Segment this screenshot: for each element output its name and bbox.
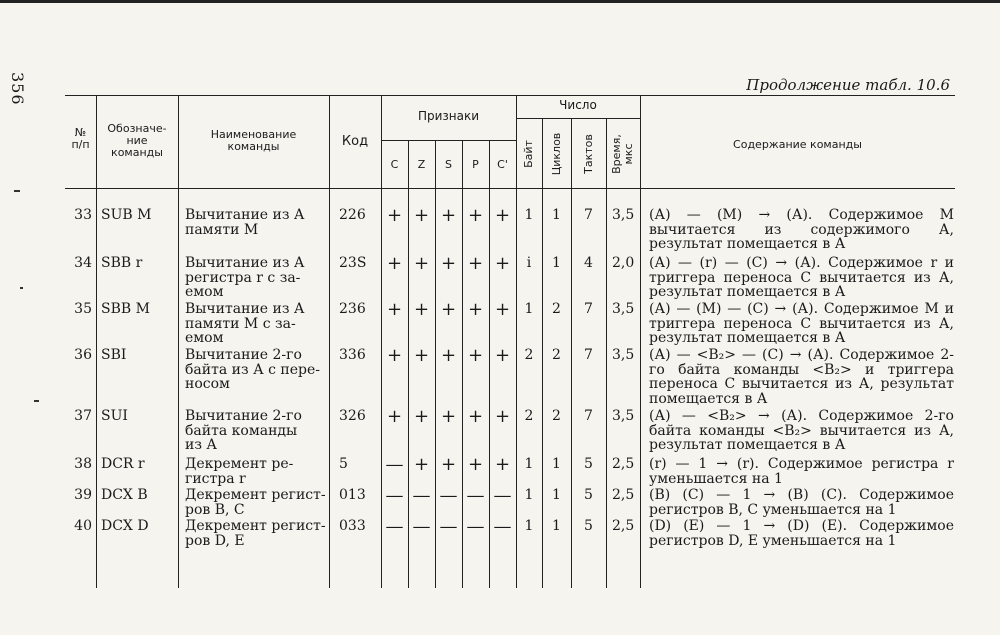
row-flag-1: — [385, 454, 404, 475]
header-flag-4: P [472, 158, 479, 171]
row-flag-3: + [440, 454, 457, 475]
row-flag-2: + [413, 205, 430, 226]
row-flag-3: — [439, 516, 458, 537]
row-count-1: i [526, 255, 532, 271]
row-flag-5: + [494, 253, 511, 274]
row-count-1: 1 [524, 487, 534, 503]
row-count-2: 1 [552, 487, 561, 503]
row-number: 34 [74, 255, 92, 271]
row-flag-2: + [413, 406, 430, 427]
row-description: (А) — <B₂> — (С) → (А). Содержимое 2-го байта команды <B₂> и триггера переноса С вычитается из А, результат помещается в А [649, 347, 954, 407]
row-description: (А) — (М) → (А). Содержимое М вычитается из содержимого А, результат помещается в А [649, 207, 954, 252]
row-flag-1: — [385, 485, 404, 506]
row-count-3: 5 [584, 487, 593, 503]
row-count-3: 4 [584, 255, 593, 271]
row-flag-2: + [413, 345, 430, 366]
row-number: 33 [74, 207, 92, 223]
running-head: Продолжение табл. 10.6 [746, 76, 950, 94]
row-flag-3: — [439, 485, 458, 506]
row-flag-3: + [440, 205, 457, 226]
row-count-3: 7 [584, 207, 593, 223]
row-flag-5: + [494, 406, 511, 427]
row-time: 2,5 [612, 456, 635, 472]
row-count-2: 2 [552, 301, 561, 317]
row-name: Декремент регист- ров В, С [185, 487, 326, 518]
row-description: (r) — 1 → (r). Содержимое регистра r уменьшается на 1 [649, 456, 954, 487]
row-name: Вычитание из А памяти М с за- емом [185, 301, 305, 346]
row-flag-4: — [466, 516, 485, 537]
header-count-2: Циклов [549, 132, 563, 176]
header-number: № п/п [71, 126, 90, 151]
row-time: 2,5 [612, 487, 635, 503]
row-count-1: 1 [524, 301, 534, 317]
row-flag-5: — [493, 516, 512, 537]
row-mnemonic: SBB M [101, 301, 150, 317]
row-count-2: 2 [552, 347, 561, 363]
row-flag-2: — [412, 485, 431, 506]
row-description: (А) — (М) — (С) → (А). Содержимое М и триггера переноса С вычитается из А, результат помещается в А [649, 301, 954, 346]
scan-mark [14, 190, 20, 192]
row-name: Вычитание 2-го байта команды из А [185, 408, 302, 453]
row-number: 35 [74, 301, 92, 317]
row-name: Декремент регист- ров D, E [185, 518, 326, 549]
row-flag-2: + [413, 299, 430, 320]
row-time: 3,5 [612, 408, 635, 424]
row-flag-2: + [413, 253, 430, 274]
header-count-1: Байт [522, 140, 535, 168]
row-number: 37 [74, 408, 92, 424]
header-flag-2: Z [417, 158, 426, 171]
row-flag-5: + [494, 454, 511, 475]
row-count-1: 1 [524, 518, 534, 534]
row-count-2: 1 [552, 207, 561, 223]
row-flag-3: + [440, 345, 457, 366]
row-number: 39 [74, 487, 92, 503]
row-flag-2: + [413, 454, 430, 475]
header-name: Наименование команды [210, 128, 297, 153]
row-flag-4: + [467, 345, 484, 366]
row-name: Декремент ре- гистра r [185, 456, 294, 487]
row-count-3: 5 [584, 518, 593, 534]
row-name: Вычитание из А регистра r с за- емом [185, 255, 305, 300]
row-code: 5 [339, 456, 348, 472]
row-count-1: 2 [524, 408, 534, 424]
row-code: 336 [339, 347, 366, 363]
header-flag-1: C [390, 158, 399, 171]
row-mnemonic: SBB r [101, 255, 143, 271]
row-flag-4: + [467, 253, 484, 274]
row-code: 013 [339, 487, 366, 503]
header-count-3: Тактов [581, 134, 595, 174]
row-mnemonic: DCX D [101, 518, 149, 534]
row-flag-2: — [412, 516, 431, 537]
row-description: (А) — <B₂> → (А). Содержимое 2-го байта команды <B₂> вычитается из А, результат помещается в А [649, 408, 954, 453]
row-flag-4: — [466, 485, 485, 506]
row-flag-3: + [440, 406, 457, 427]
row-flag-1: + [386, 299, 403, 320]
header-flag-3: S [445, 158, 452, 171]
column-rule [516, 95, 517, 588]
top-edge-rule [0, 0, 1000, 3]
row-count-1: 1 [524, 456, 534, 472]
row-number: 38 [74, 456, 92, 472]
row-number: 40 [74, 518, 92, 534]
row-code: 326 [339, 408, 366, 424]
row-flag-5: + [494, 299, 511, 320]
row-count-1: 1 [524, 207, 534, 223]
row-flag-1: + [386, 345, 403, 366]
scan-mark [20, 287, 23, 289]
row-flag-1: — [385, 516, 404, 537]
row-count-1: 2 [524, 347, 534, 363]
row-mnemonic: SUB M [101, 207, 152, 223]
row-flag-4: + [467, 299, 484, 320]
column-rule [606, 118, 607, 588]
row-time: 2,0 [612, 255, 635, 271]
row-count-3: 7 [584, 301, 593, 317]
row-rule [65, 95, 955, 96]
row-count-2: 1 [552, 518, 561, 534]
row-flag-1: + [386, 253, 403, 274]
column-rule [178, 95, 179, 588]
row-description: (D) (E) — 1 → (D) (E). Содержимое регистров D, E уменьшается на 1 [649, 518, 954, 549]
column-rule [640, 95, 641, 588]
row-mnemonic: DCR r [101, 456, 145, 472]
row-time: 3,5 [612, 207, 635, 223]
row-count-3: 7 [584, 347, 593, 363]
row-count-2: 1 [552, 456, 561, 472]
header-flags-group: Признаки [417, 109, 480, 123]
row-flag-5: — [493, 485, 512, 506]
row-description: (В) (С) — 1 → (В) (С). Содержимое регистров В, С уменьшается на 1 [649, 487, 954, 518]
header-description: Содержание команды [733, 138, 862, 151]
row-count-2: 2 [552, 408, 561, 424]
header-mnemonic: Обозначе- ние команды [107, 122, 167, 159]
row-flag-5: + [494, 205, 511, 226]
scan-mark [34, 400, 39, 402]
column-rule [329, 95, 330, 588]
row-flag-5: + [494, 345, 511, 366]
row-flag-1: + [386, 406, 403, 427]
row-description: (А) — (r) — (С) → (А). Содержимое r и триггера переноса С вычитается из А, результат помещается в А [649, 255, 954, 300]
column-rule [96, 95, 97, 588]
row-code: 23S [339, 255, 367, 271]
row-flag-4: + [467, 454, 484, 475]
row-time: 3,5 [612, 301, 635, 317]
row-flag-4: + [467, 205, 484, 226]
row-code: 226 [339, 207, 366, 223]
header-count-group: Число [559, 98, 597, 112]
row-rule [381, 140, 516, 141]
row-name: Вычитание 2-го байта из А с пере- носом [185, 347, 321, 392]
row-mnemonic: SBI [101, 347, 127, 363]
row-time: 3,5 [612, 347, 635, 363]
page-number: 356 [8, 72, 27, 106]
row-code: 033 [339, 518, 366, 534]
row-flag-1: + [386, 205, 403, 226]
row-count-3: 5 [584, 456, 593, 472]
row-mnemonic: DCX B [101, 487, 148, 503]
row-count-3: 7 [584, 408, 593, 424]
row-code: 236 [339, 301, 366, 317]
row-mnemonic: SUI [101, 408, 128, 424]
header-flag-5: C' [497, 158, 508, 171]
row-flag-3: + [440, 299, 457, 320]
row-count-2: 1 [552, 255, 561, 271]
header-count-4: Время, мкс [610, 134, 635, 174]
row-name: Вычитание из А памяти М [185, 207, 305, 238]
row-rule [516, 118, 640, 119]
row-flag-4: + [467, 406, 484, 427]
row-flag-3: + [440, 253, 457, 274]
row-time: 2,5 [612, 518, 635, 534]
header-code: Код [341, 134, 369, 149]
row-number: 36 [74, 347, 92, 363]
row-rule [65, 188, 955, 189]
